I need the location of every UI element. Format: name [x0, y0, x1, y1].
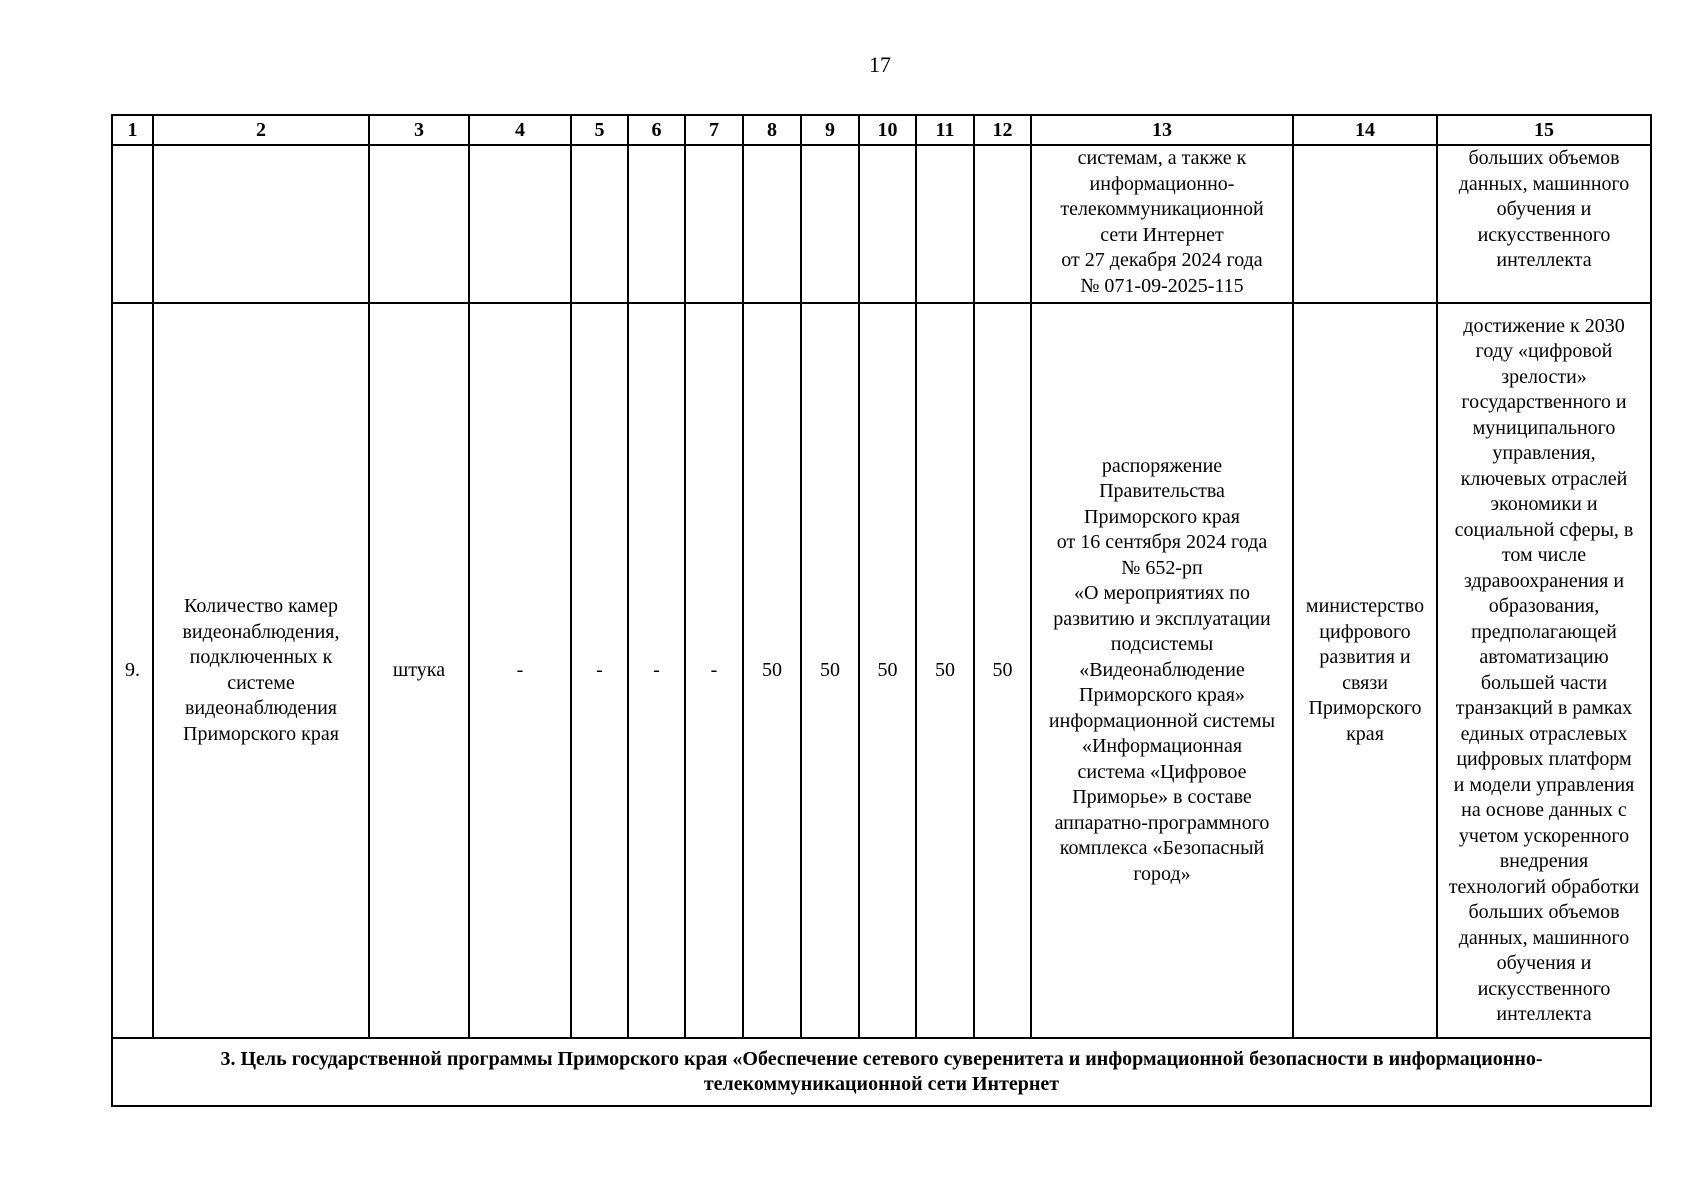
- col-header-13: 13: [1031, 115, 1293, 145]
- indicator-name: Количество камер видеонаблюдения, подключенных к системе видеонаблюдения Приморского края: [153, 303, 369, 1038]
- col-header-14: 14: [1293, 115, 1437, 145]
- cell: [859, 145, 916, 303]
- value-col6: -: [628, 303, 685, 1038]
- goal-row: [112, 1038, 1651, 1106]
- continuation-row: [112, 145, 1651, 303]
- cell: [743, 145, 801, 303]
- col-header-2: 2: [153, 115, 369, 145]
- col-header-9: 9: [801, 115, 859, 145]
- cell: [112, 145, 153, 303]
- value-col5: -: [571, 303, 628, 1038]
- page-number: 17: [869, 52, 891, 77]
- cell: [685, 145, 743, 303]
- cell: [469, 145, 571, 303]
- cell: [571, 145, 628, 303]
- goal-link-cont: больших объемов данных, машинного обучения и искусственного интеллекта: [1437, 145, 1651, 303]
- value-col10: 50: [859, 303, 916, 1038]
- indicators-table: [111, 114, 1652, 1107]
- unit: штука: [369, 303, 469, 1038]
- col-header-6: 6: [628, 115, 685, 145]
- col-header-7: 7: [685, 115, 743, 145]
- col-header-3: 3: [369, 115, 469, 145]
- cell: [974, 145, 1031, 303]
- col-header-5: 5: [571, 115, 628, 145]
- col-header-15: 15: [1437, 115, 1651, 145]
- header-row: [112, 115, 1651, 145]
- basis-document: распоряжение Правительства Приморского края от 16 сентября 2024 года № 652-рп «О мероприятиях по развитию и эксплуатации подсистемы «Видеонаблюдение Приморского края» информационной системы «Информационная система «Цифровое Приморье» в составе аппаратно-программного комплекса «Безопасный город»: [1031, 303, 1293, 1038]
- goal-heading: 3. Цель государственной программы Приморского края «Обеспечение сетевого суверенитета и информационной безопасности в информационно-телекоммуникационной сети Интернет: [112, 1038, 1651, 1106]
- cell: [628, 145, 685, 303]
- col-header-11: 11: [916, 115, 974, 145]
- value-col11: 50: [916, 303, 974, 1038]
- cell: [916, 145, 974, 303]
- value-col7: -: [685, 303, 743, 1038]
- cell: [153, 145, 369, 303]
- cell: [369, 145, 469, 303]
- col-header-4: 4: [469, 115, 571, 145]
- table-row: [112, 303, 1651, 1038]
- cell: [801, 145, 859, 303]
- col-header-8: 8: [743, 115, 801, 145]
- value-col9: 50: [801, 303, 859, 1038]
- row-number: 9.: [112, 303, 153, 1038]
- basis-document-cont: системам, а также к информационно- телекоммуникационной сети Интернет от 27 декабря 2024 года № 071-09-2025-115: [1031, 145, 1293, 303]
- value-col4: -: [469, 303, 571, 1038]
- cell: [1293, 145, 1437, 303]
- value-col8: 50: [743, 303, 801, 1038]
- goal-link: достижение к 2030 году «цифровой зрелости» государственного и муниципального управления, ключевых отраслей экономики и социальной сферы, в том числе здравоохранения и образования, предполагающей автоматизацию большей части транзакций в рамках единых отраслевых цифровых платформ и модели управления на основе данных с учетом ускоренного внедрения технологий обработки больших объемов данных, машинного обучения и искусственного интеллекта: [1437, 303, 1651, 1038]
- col-header-1: 1: [112, 115, 153, 145]
- value-col12: 50: [974, 303, 1031, 1038]
- col-header-12: 12: [974, 115, 1031, 145]
- responsible-body: министерство цифрового развития и связи Приморского края: [1293, 303, 1437, 1038]
- col-header-10: 10: [859, 115, 916, 145]
